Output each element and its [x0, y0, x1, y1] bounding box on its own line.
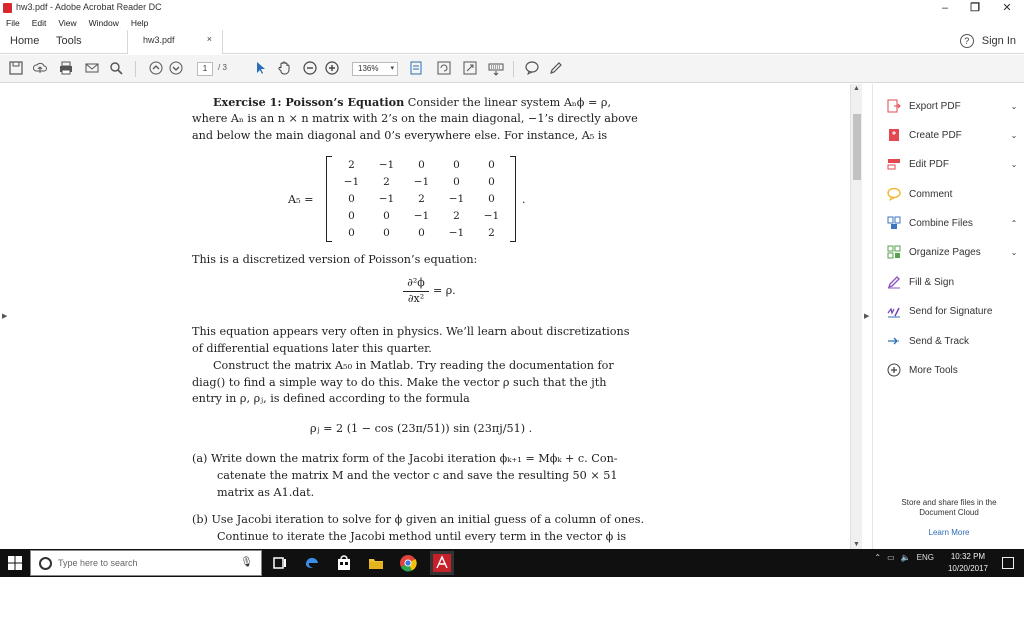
matrix-period: . — [522, 193, 526, 206]
fill-sign-icon — [887, 275, 901, 289]
exercise-heading-line: Exercise 1: Poisson’s Equation Consider the linear system Aₙϕ = ρ, — [213, 95, 612, 109]
tab-tools[interactable]: Tools — [56, 35, 82, 47]
toolbar-separator — [513, 61, 514, 77]
empty-area-below — [0, 577, 1024, 627]
zoom-in-icon[interactable] — [324, 60, 340, 76]
organize-pages-icon — [887, 245, 901, 259]
rho-formula: ρⱼ = 2 (1 − cos (23π/51)) sin (23πj/51) . — [310, 422, 533, 435]
doc-line: of differential equations later this quarter. — [192, 342, 432, 355]
menu-bar — [0, 16, 1024, 30]
tool-send-track[interactable]: Send & Track — [887, 333, 1019, 349]
toolbar — [0, 55, 1024, 83]
language-indicator[interactable]: ENG — [916, 553, 934, 562]
task-view-icon[interactable] — [270, 553, 290, 573]
document-tab-label: hw3.pdf — [143, 35, 175, 45]
print-icon[interactable] — [58, 60, 74, 76]
eq-numerator: ∂²ϕ — [407, 276, 425, 289]
store-icon[interactable] — [334, 553, 354, 573]
edit-pdf-icon — [887, 157, 901, 171]
hand-tool-icon[interactable] — [276, 60, 292, 76]
matrix-row: 0 −1 2 −1 0 — [348, 192, 495, 205]
export-pdf-icon — [887, 99, 901, 113]
search-icon[interactable] — [108, 60, 124, 76]
chevron-up-icon[interactable]: ⌃ — [874, 553, 882, 562]
pdf-page — [10, 84, 850, 549]
tools-pane — [872, 84, 1024, 549]
rotate-page-icon[interactable] — [436, 60, 452, 76]
matrix-row: 2 −1 0 0 0 — [348, 158, 495, 171]
doc-line: and below the main diagonal and 0’s everywhere else. For instance, A₅ is — [192, 129, 608, 142]
doc-line: Construct the matrix A₅₀ in Matlab. Try reading the documentation for — [213, 359, 614, 372]
tab-bar — [0, 30, 1024, 54]
tool-fill-sign[interactable]: Fill & Sign — [887, 274, 1019, 290]
full-screen-icon[interactable] — [462, 60, 478, 76]
tab-home[interactable]: Home — [10, 35, 40, 47]
maximize-button[interactable]: ❐ — [970, 2, 980, 14]
clock-time: 10:32 PM — [950, 552, 986, 561]
menu-edit[interactable]: Edit — [31, 18, 47, 28]
signin-button[interactable]: Sign In — [981, 35, 1016, 47]
chevron-down-icon: ▾ — [390, 65, 394, 72]
taskbar-search-box[interactable] — [30, 550, 262, 576]
email-icon[interactable] — [84, 60, 100, 76]
matrix-row: −1 2 −1 0 0 — [343, 175, 495, 188]
acrobat-app-icon — [3, 3, 12, 13]
cortana-icon — [39, 557, 52, 570]
tool-comment[interactable]: Comment — [887, 186, 1019, 202]
comment-icon[interactable] — [524, 60, 540, 76]
vertical-scrollbar[interactable] — [850, 84, 862, 549]
learn-more-link[interactable]: Learn More — [928, 528, 970, 537]
window-title: hw3.pdf - Adobe Acrobat Reader DC — [16, 2, 162, 12]
fit-page-icon[interactable] — [408, 60, 424, 76]
doc-line: Continue to iterate the Jacobi method until every term in the vector ϕ is — [217, 530, 627, 543]
save-icon[interactable] — [8, 60, 24, 76]
tool-send-for-signature[interactable]: Send for Signature — [887, 303, 1019, 319]
microphone-icon[interactable]: 🎙 — [240, 557, 253, 568]
taskbar-search-placeholder: Type here to search — [58, 558, 138, 568]
chevron-down-icon[interactable]: ⌄ — [1010, 159, 1018, 169]
tool-more-tools[interactable]: More Tools — [887, 362, 1019, 378]
keyboard-icon[interactable] — [488, 60, 504, 76]
network-icon[interactable]: ▭ — [887, 553, 895, 562]
chrome-icon[interactable] — [398, 553, 418, 573]
matrix-right-bracket — [510, 156, 516, 242]
doc-line: (b) Use Jacobi iteration to solve for ϕ given an initial guess of a column of ones. — [192, 513, 645, 526]
page-total: / 3 — [218, 63, 227, 72]
page-number-input[interactable]: 1 — [197, 62, 213, 76]
comment-icon — [887, 187, 901, 201]
clock-date: 10/20/2017 — [947, 564, 988, 573]
send-for-signature-icon — [887, 304, 901, 318]
expand-left-panel-icon[interactable]: ▶ — [2, 313, 8, 320]
select-pointer-icon[interactable] — [252, 60, 268, 76]
send-track-icon — [887, 334, 901, 348]
doc-line: matrix as A1.dat. — [217, 486, 315, 499]
cloud-text-line1: Store and share files in the — [901, 498, 997, 507]
doc-line: This equation appears very often in physics. We’ll learn about discretizations — [192, 325, 630, 338]
doc-line: (a) Write down the matrix form of the Jacobi iteration ϕₖ₊₁ = Mϕₖ + c. Con- — [192, 452, 618, 465]
acrobat-taskbar-icon[interactable] — [430, 551, 454, 575]
previous-page-icon[interactable] — [148, 60, 164, 76]
menu-window[interactable]: Window — [88, 18, 119, 28]
taskbar-clock[interactable] — [948, 551, 988, 575]
edge-browser-icon[interactable] — [302, 553, 322, 573]
doc-line: entry in ρ, ρⱼ, is defined according to the formula — [192, 392, 470, 405]
tool-create-pdf[interactable]: Create PDF ⌄ — [887, 127, 1019, 143]
doc-line: diag() to find a simple way to do this. Make the vector ρ such that the jth — [192, 376, 607, 389]
zoom-value: 136% — [358, 64, 379, 73]
pen-icon[interactable] — [548, 60, 564, 76]
file-explorer-icon[interactable] — [366, 553, 386, 573]
zoom-select[interactable] — [352, 62, 398, 76]
action-center-icon[interactable] — [1002, 557, 1014, 569]
doc-line: This is a discretized version of Poisson’s equation: — [192, 253, 478, 266]
next-page-icon[interactable] — [168, 60, 184, 76]
cloud-text-line2: Document Cloud — [919, 508, 979, 517]
zoom-out-icon[interactable] — [302, 60, 318, 76]
doc-line: catenate the matrix M and the vector c and save the resulting 50 × 51 — [217, 469, 618, 482]
doc-line: where Aₙ is an n × n matrix with 2’s on the main diagonal, −1’s directly above — [192, 112, 638, 125]
tab-document[interactable] — [127, 30, 223, 54]
tool-organize-pages[interactable]: Organize Pages ⌄ — [887, 244, 1019, 260]
scroll-thumb[interactable] — [853, 114, 861, 180]
help-icon[interactable]: ? — [960, 34, 974, 48]
title-bar — [0, 0, 1024, 16]
left-panel-gutter — [0, 84, 10, 549]
volume-icon[interactable]: 🔈 — [900, 553, 911, 562]
tool-edit-pdf[interactable]: Edit PDF ⌄ — [887, 156, 1019, 172]
combine-files-icon — [887, 216, 901, 230]
collapse-right-pane-icon[interactable]: ▶ — [864, 313, 870, 320]
matrix-left-bracket — [326, 156, 332, 242]
windows-start-icon[interactable] — [8, 556, 22, 570]
windows-taskbar — [0, 549, 1024, 577]
tool-export-pdf[interactable]: Export PDF ⌄ — [887, 98, 1019, 114]
document-view[interactable] — [10, 84, 850, 549]
menu-view[interactable]: View — [58, 18, 77, 28]
close-tab-button[interactable]: × — [206, 34, 212, 44]
chevron-down-icon[interactable]: ⌄ — [1010, 130, 1018, 140]
tool-combine-files[interactable]: Combine Files ⌃ — [887, 215, 1019, 231]
chevron-down-icon[interactable]: ⌄ — [1010, 247, 1018, 257]
eq-rhs: = ρ. — [433, 284, 456, 297]
toolbar-separator — [135, 61, 136, 77]
document-cloud-promo — [873, 498, 1024, 537]
matrix-grid — [334, 156, 510, 242]
scroll-down-icon[interactable]: ▼ — [853, 541, 860, 548]
eq-denominator: ∂x² — [407, 292, 425, 305]
chevron-up-icon[interactable]: ⌃ — [1010, 218, 1018, 228]
matrix-row: 0 0 −1 2 −1 — [348, 210, 500, 223]
menu-help[interactable]: Help — [130, 18, 149, 28]
chevron-down-icon[interactable]: ⌄ — [1010, 101, 1018, 111]
matrix-label: A₅ = — [288, 193, 314, 206]
close-window-button[interactable]: ✕ — [1002, 2, 1012, 14]
menu-file[interactable]: File — [6, 18, 20, 28]
signin-area — [960, 34, 1016, 48]
matrix-row: 0 0 0 −1 2 — [348, 227, 495, 240]
cloud-upload-icon[interactable] — [32, 60, 48, 76]
plus-circle-icon — [887, 363, 901, 377]
minimize-button[interactable]: – — [941, 2, 949, 14]
scroll-up-icon[interactable]: ▲ — [853, 85, 860, 92]
create-pdf-icon — [887, 128, 901, 142]
